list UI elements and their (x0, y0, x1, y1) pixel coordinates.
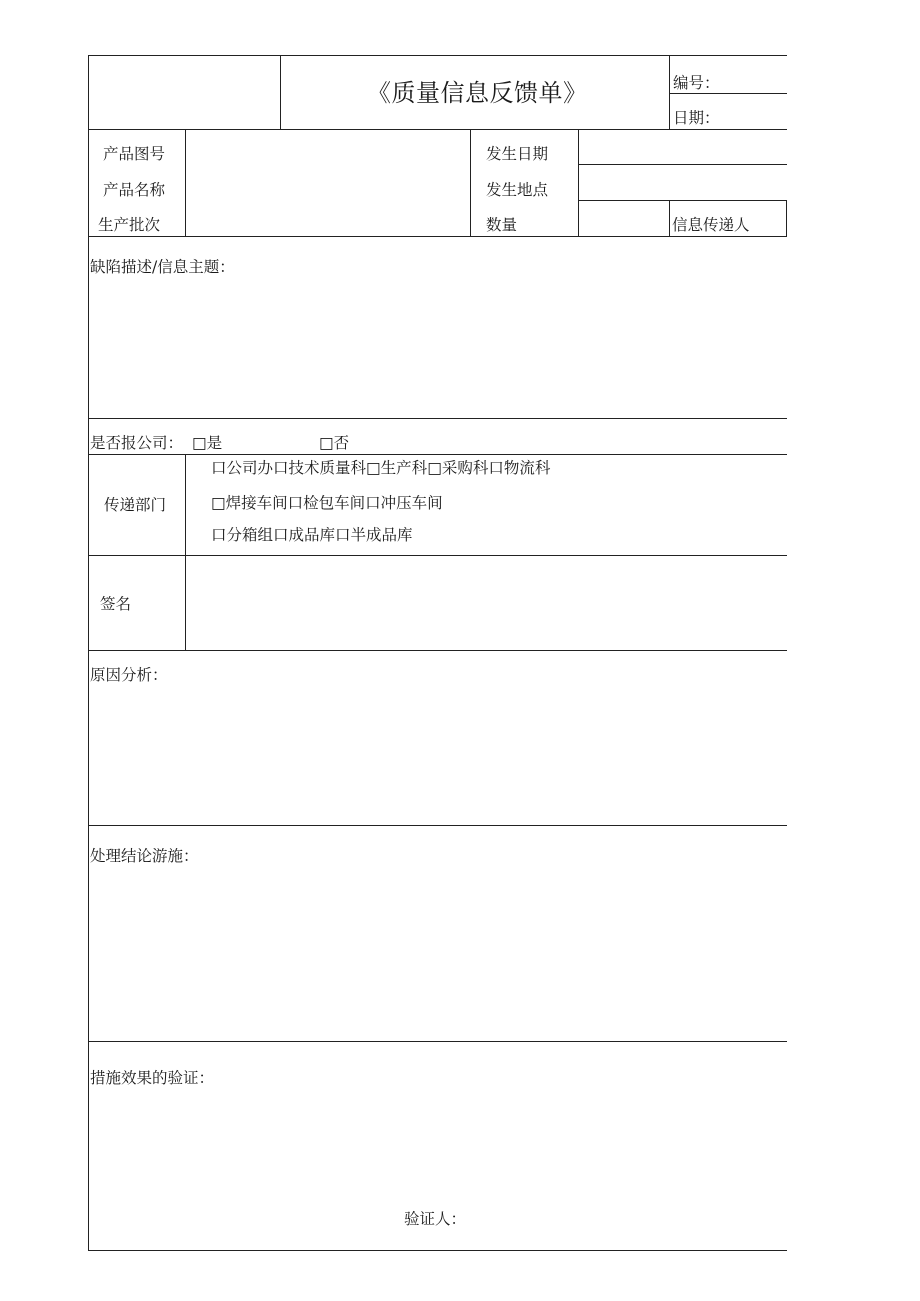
date-field[interactable] (715, 104, 785, 126)
dept-sorting-checkbox[interactable]: 口分箱组 (211, 526, 274, 544)
informant-label: 信息传递人 (672, 216, 750, 234)
rule-info-bottom (88, 236, 787, 237)
verifier-label: 验证人： (404, 1210, 467, 1228)
dept-stamping-checkbox[interactable]: 口冲压车间 (365, 494, 443, 512)
rule-header-col2 (669, 55, 670, 130)
signature-field[interactable] (189, 559, 783, 647)
dept-finished-goods-checkbox[interactable]: 口成品库 (273, 526, 336, 544)
rule-info-col4 (669, 200, 670, 237)
serial-field[interactable] (715, 70, 785, 92)
rule-row1-bottom (578, 164, 787, 165)
defect-field[interactable] (92, 282, 782, 414)
verifier-field[interactable] (470, 1204, 770, 1232)
rule-left (88, 55, 89, 1251)
rule-defect-bottom (88, 418, 787, 419)
report-label: 是否报公司： (90, 434, 184, 452)
rule-dept-col (185, 454, 186, 651)
rule-sign-bottom (88, 650, 787, 651)
dept-semi-finished-checkbox[interactable]: 口半成品库 (335, 526, 413, 544)
rule-report-bottom (88, 454, 787, 455)
dept-logistics-checkbox[interactable]: 口物流科 (488, 459, 551, 477)
dept-production-checkbox[interactable]: □生产科 (366, 459, 428, 477)
report-no-checkbox[interactable]: □否 (319, 434, 350, 452)
verification-field[interactable] (92, 1094, 782, 1194)
signature-label: 签名 (100, 595, 132, 613)
rule-row2-bottom (578, 200, 787, 201)
dept-purchasing-checkbox[interactable]: □采购科 (427, 459, 489, 477)
rule-info-right (786, 200, 787, 237)
dept-inspection-packing-checkbox[interactable]: 口检包车间 (287, 494, 366, 512)
rule-dept-bottom (88, 555, 787, 556)
date-label: 日期： (673, 109, 720, 127)
rule-serial-underline (670, 93, 787, 94)
occur-place-field[interactable] (581, 167, 784, 198)
rule-conclusion-bottom (88, 1041, 787, 1042)
rule-bottom (88, 1250, 787, 1251)
rule-info-col2 (470, 129, 471, 237)
dept-tech-quality-checkbox[interactable]: 口技术质量科 (273, 459, 367, 477)
product-name-field[interactable] (188, 168, 468, 200)
cause-label: 原因分析： (90, 666, 168, 684)
verification-label: 措施效果的验证： (90, 1069, 215, 1087)
defect-label: 缺陷描述/信息主题： (90, 258, 235, 276)
report-yes-checkbox[interactable]: □是 (192, 434, 223, 452)
batch-field[interactable] (188, 203, 468, 235)
dept-company-office-checkbox[interactable]: 口公司办 (211, 459, 274, 477)
departments-row-1 (211, 459, 550, 477)
occur-date-field[interactable] (581, 132, 784, 163)
departments-row-2 (211, 494, 443, 512)
rule-header-bottom (88, 129, 787, 130)
quantity-field[interactable] (581, 203, 667, 235)
cause-field[interactable] (92, 690, 782, 820)
drawing-no-field[interactable] (188, 132, 468, 164)
rule-top (88, 55, 787, 56)
form-title: 《质量信息反馈单》 (367, 79, 588, 107)
rule-cause-bottom (88, 825, 787, 826)
rule-info-col1 (185, 129, 186, 237)
occur-date-label: 发生日期 (486, 145, 549, 163)
occur-place-label: 发生地点 (486, 181, 549, 199)
batch-label: 生产批次 (98, 216, 161, 234)
departments-label: 传递部门 (104, 496, 167, 514)
conclusion-field[interactable] (92, 872, 782, 1037)
drawing-no-label: 产品图号 (103, 145, 166, 163)
rule-header-col1 (280, 55, 281, 130)
serial-label: 编号： (673, 74, 720, 92)
product-name-label: 产品名称 (103, 181, 166, 199)
departments-row-3 (211, 526, 413, 544)
conclusion-label: 处理结论游施： (90, 847, 199, 865)
dept-welding-checkbox[interactable]: □焊接车间 (211, 494, 288, 512)
rule-info-col3 (578, 129, 579, 237)
quantity-label: 数量 (486, 216, 518, 234)
